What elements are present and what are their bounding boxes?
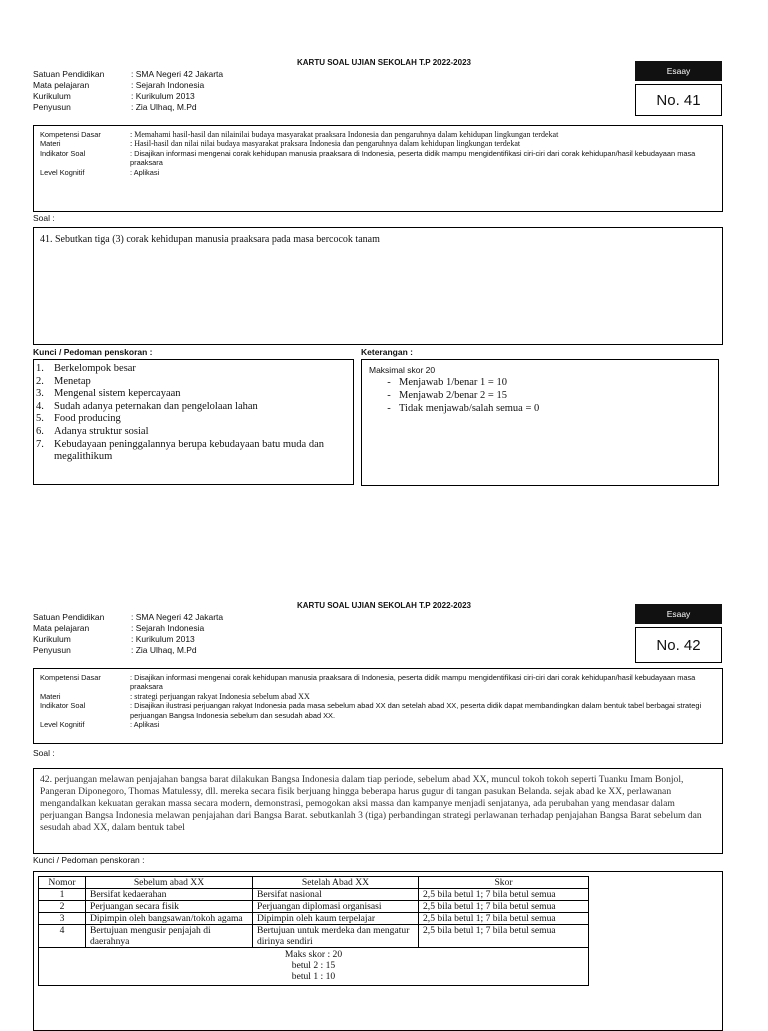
table-row [39, 901, 589, 913]
table-header-row [39, 877, 589, 889]
list-item: 7. Kebudayaan peninggalannya berupa kebudayaan batu muda dan megalithikum [36, 438, 324, 463]
info-label: Penyusun [33, 102, 71, 112]
card1-kunci-label: Kunci / Pedoman penskoran : [33, 347, 153, 357]
list-item: - Menjawab 1/benar 1 = 10 [387, 377, 507, 388]
footer-line: betul 2 : 15 [291, 960, 336, 971]
table-cell: 2,5 bila betul 1; 7 bila betul semua [419, 925, 589, 948]
table-cell: Dipimpin oleh kaum terpelajar [253, 913, 419, 925]
kd-label: Materi [40, 691, 61, 701]
kd-value: : Hasil-hasil dan nilai nilai budaya masyarakat praksara Indonesia dan pengaruhnya dalam kehidupan lingkungan terdekat [130, 139, 521, 149]
card2-kd-box [33, 668, 723, 744]
info-value: : Sejarah Indonesia [131, 623, 205, 633]
score-table [38, 876, 589, 986]
card1-keterangan-box [361, 359, 719, 486]
table-cell: 2,5 bila betul 1; 7 bila betul semua [419, 889, 589, 901]
table-footer-row [39, 948, 589, 986]
table-cell: 2 [39, 901, 86, 913]
card1-soal-label: Soal : [33, 213, 55, 223]
footer-line: betul 1 : 10 [291, 971, 336, 982]
kd-value: : Memahami hasil-hasil dan nilainilai budaya masyarakat praaksara Indonesia dan pengaruhnya dalam kehidupan lingkungan terdekat [130, 130, 559, 139]
card2-soal-label: Soal : [33, 748, 55, 758]
card1-type-badge: Esaay [635, 61, 722, 81]
kd-value: : Disajikan informasi mengenai corak kehidupan manusia praaksara di Indonesia, peserta didik mampu mengidentifikasi ciri-ciri dari corak kehidupan/hasil kebudayaan masa praaksara [130, 148, 696, 168]
kd-label: Level Kognitif [40, 167, 85, 177]
table-cell: Bersifat nasional [253, 889, 419, 901]
info-label: Kurikulum [33, 634, 71, 644]
table-cell: Bertujuan untuk merdeka dan mengatur dirinya sendiri [253, 925, 419, 948]
card2-kunci-box [33, 871, 723, 1031]
kd-label: Indikator Soal [40, 701, 86, 711]
card1-kunci-box [33, 359, 354, 485]
info-label: Satuan Pendidikan [33, 612, 105, 622]
list-item: 4. Sudah adanya peternakan dan pengelolaan lahan [36, 400, 258, 412]
card2-kunci-label: Kunci / Pedoman penskoran : [33, 855, 145, 865]
info-label: Kurikulum [33, 91, 71, 101]
card2-question: 42. perjuangan melawan penjajahan bangsa barat dilakukan Bangsa Indonesia dalam tiap periode, sebelum abad XX, muncul tokoh tokoh seperti Tuanku Imam Bonjol, Pangeran Diponegoro, Thomas Matulessy, dll. mereka secara fisik berjuang hingga beberapa harus gugur di tangan pasukan Belanda. sejak abad ke XX, perlawanan mengandalkan kekuatan gerakan massa secara modern, demonstrasi, pemogokan aksi massa dan kampanye menjadi senjatanya, ada perubahan yang mendasar dalam perjuangan Bangsa Indonesia melawan penjajahan dari Bangsa Barat. sebutkanlah 3 (tiga) perbandingan strategi perlawanan terhadap penjajahan Bangsa Barat sebelum dan sesudah abad XX, dalam bentuk tabel [40, 774, 702, 833]
table-cell: 1 [39, 889, 86, 901]
info-label: Satuan Pendidikan [33, 69, 105, 79]
table-header: Setelah Abad XX [253, 877, 419, 889]
info-value: : SMA Negeri 42 Jakarta [131, 612, 224, 622]
kd-value: : strategi perjuangan rakyat Indonesia sebelum abad XX [130, 691, 310, 701]
table-cell: Bersifat kedaerahan [86, 889, 253, 901]
card1-keterangan-label: Keterangan : [361, 347, 413, 357]
table-cell: 2,5 bila betul 1; 7 bila betul semua [419, 901, 589, 913]
table-row [39, 925, 589, 948]
kd-value: : Aplikasi [130, 720, 160, 730]
table-cell: 3 [39, 913, 86, 925]
table-cell: Dipimpin oleh bangsawan/tokoh agama [86, 913, 253, 925]
kd-label: Indikator Soal [40, 148, 86, 158]
list-item: - Menjawab 2/benar 2 = 15 [387, 390, 507, 401]
list-item: 2. Menetap [36, 375, 91, 387]
card1-number-box: No. 41 [635, 84, 722, 116]
kd-value: : Disajikan informasi mengenai corak kehidupan manusia praaksara di Indonesia, peserta didik mampu mengidentifikasi ciri-ciri dari corak kehidupan/hasil kebudayaan masa praaksara [130, 673, 696, 692]
table-cell: Perjuangan diplomasi organisasi [253, 901, 419, 913]
card2-number-box: No. 42 [635, 627, 722, 663]
card1-question: 41. Sebutkan tiga (3) corak kehidupan manusia praaksara pada masa bercocok tanam [40, 234, 380, 245]
table-cell: Bertujuan mengusir penjajah di daerahnya [86, 925, 253, 948]
kd-label: Level Kognitif [40, 720, 85, 730]
table-row [39, 913, 589, 925]
list-item: 6. Adanya struktur sosial [36, 425, 149, 437]
info-value: : Kurikulum 2013 [131, 634, 195, 644]
table-header: Skor [419, 877, 589, 889]
info-label: Mata pelajaran [33, 623, 90, 633]
kd-value: : Aplikasi [130, 167, 160, 177]
list-item: 1. Berkelompok besar [36, 363, 136, 374]
info-value: : Zia Ulhaq, M.Pd [131, 102, 197, 112]
table-cell: 4 [39, 925, 86, 948]
footer-line: Maks skor : 20 [284, 949, 343, 960]
info-label: Penyusun [33, 645, 71, 655]
table-cell: Perjuangan secara fisik [86, 901, 253, 913]
table-header: Nomor [39, 877, 86, 889]
card2-title: KARTU SOAL UJIAN SEKOLAH T.P 2022-2023 [297, 601, 471, 610]
info-value: : SMA Negeri 42 Jakarta [131, 69, 224, 79]
kd-value: : Disajikan ilustrasi perjuangan rakyat Indonesia pada masa sebelum abad XX dan setelah abad XX, peserta didik dapat membandingkan dalam bentuk tabel berbagai strategi perjuangan Bangsa Indonesia sebelum dan sesudah abad XX. [130, 701, 702, 720]
info-value: : Sejarah Indonesia [131, 80, 205, 90]
table-row [39, 889, 589, 901]
table-header: Sebelum abad XX [86, 877, 253, 889]
card1-title: KARTU SOAL UJIAN SEKOLAH T.P 2022-2023 [297, 58, 471, 67]
list-item: - Tidak menjawab/salah semua = 0 [387, 403, 540, 414]
card2-question-box [33, 768, 723, 854]
card1-question-box [33, 227, 723, 345]
table-cell: 2,5 bila betul 1; 7 bila betul semua [419, 913, 589, 925]
info-label: Mata pelajaran [33, 80, 90, 90]
list-item: 5. Food producing [36, 413, 121, 425]
kd-label: Kompetensi Dasar [40, 673, 101, 682]
card2-type-badge: Esaay [635, 604, 722, 624]
card2-info [33, 612, 223, 656]
info-value: : Zia Ulhaq, M.Pd [131, 645, 197, 655]
kd-label: Materi [40, 139, 61, 149]
card1-kd-box [33, 125, 723, 212]
card1-info [33, 69, 223, 113]
info-value: : Kurikulum 2013 [131, 91, 195, 101]
table-footer [39, 948, 589, 986]
kd-label: Kompetensi Dasar [40, 130, 101, 139]
list-item: 3. Mengenal sistem kepercayaan [36, 388, 181, 400]
keterangan-head: Maksimal skor 20 [369, 365, 436, 375]
